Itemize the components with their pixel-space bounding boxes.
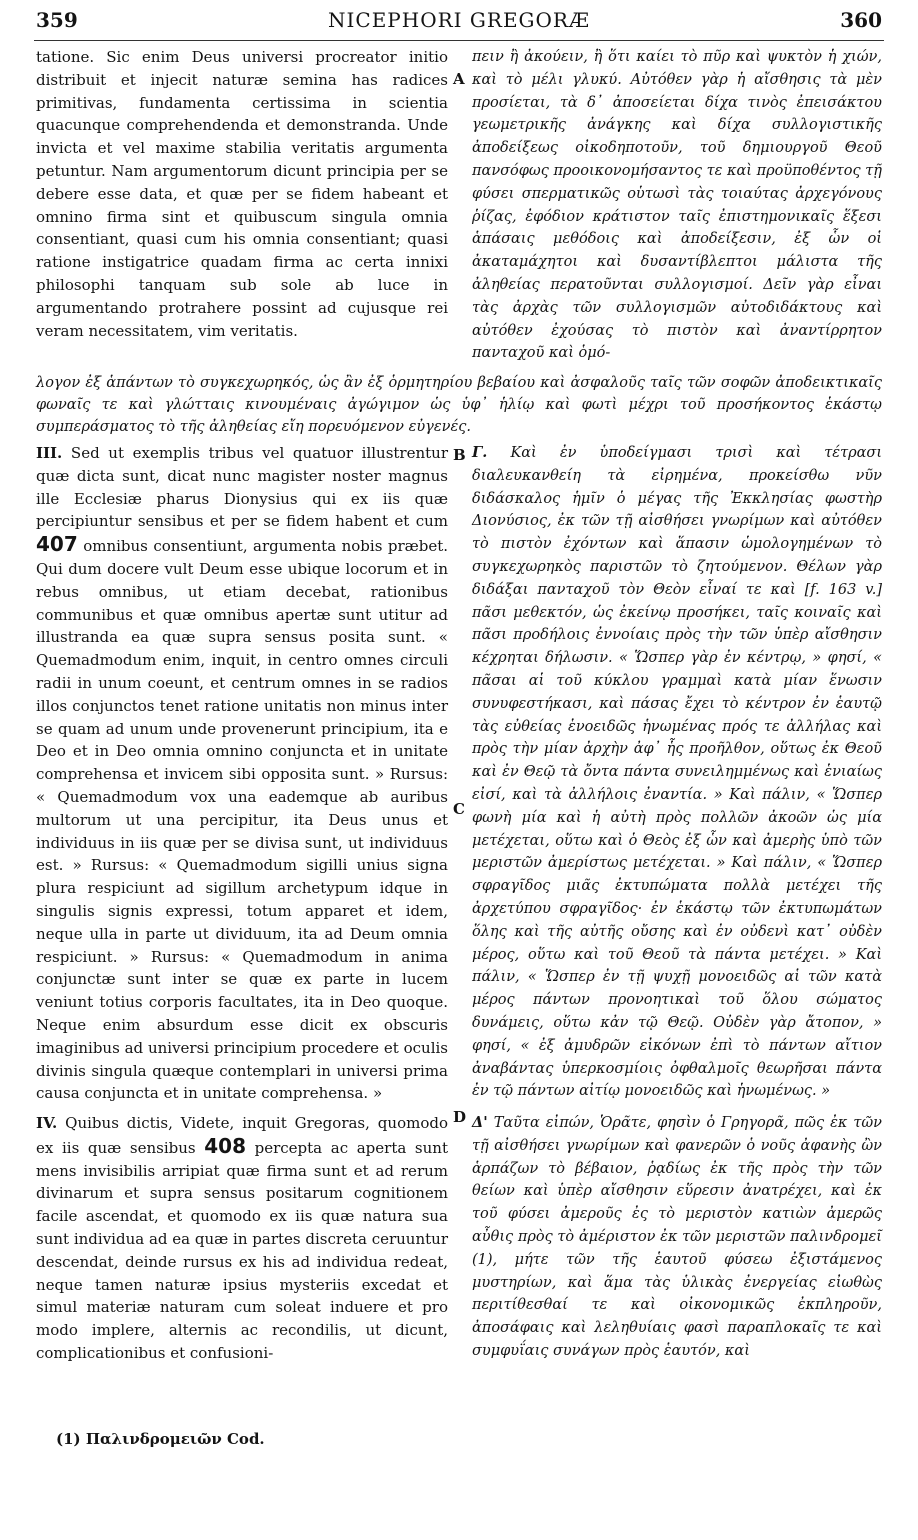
margin-letter-a: A (453, 70, 465, 88)
section-number: III. (36, 444, 63, 462)
greek-text: λογον ἐξ ἁπάντων τὸ συγκεχωρηκός, ὡς ἂν ἐξ ὁρμητηρίου βεβαίου καὶ ἀσφαλοῦς ταῖς τῶν σοφῶν ἀποδεικτικαῖς φωναῖς τε καὶ γλώτταις κινουμέναις ἀγώγιμον ὡς ὑφ᾽ ἡλίῳ καὶ φωτὶ μέχρι τοῦ προσήκοντος ἑκάστῳ συμπεράσματος τὸ τῆς ἀληθείας εἴη πορευόμενον εὐγενές. (36, 375, 882, 436)
page-number-left: 359 (36, 8, 78, 32)
latin-text-part: Quibus dictis, Videte, inquit Gregoras, quomodo ex iis quæ sensibus (36, 1114, 448, 1157)
latin-text-part: Sed ut exemplis tribus vel quatuor illustrentur quæ dicta sunt, dicat nunc magister noster magnus ille Ecclesiæ pharus Dionysius qui ex iis quæ percipiuntur sensibus et per se fidem habent et cum (36, 444, 448, 531)
greek-text (472, 442, 882, 1103)
column-number: 407 (36, 532, 78, 557)
greek-paragraph-2 (472, 442, 882, 1103)
section-number: IV. (36, 1114, 58, 1132)
latin-text (36, 442, 448, 1105)
footnote: (1) Παλινδρομειῶν Cod. (56, 1430, 265, 1448)
greek-paragraph-3 (472, 1112, 882, 1363)
latin-text (36, 1112, 448, 1365)
greek-full-width-paragraph (36, 372, 882, 439)
page-header (0, 6, 918, 46)
greek-text-part: Καὶ ἐν ὑποδείγμασι τρισὶ καὶ τέτρασι διαλευκανθείη τὰ εἰρημένα, προκείσθω νῦν διδάσκαλος ἡμῖν ὁ μέγας τῆς Ἐκκλησίας φωστὴρ Διονύσιος, ἐκ τῶν τῇ αἰσθήσει γνωρίμων καὶ αὐτόθεν τὸ πιστὸν ἐχόντων καὶ ἅπασιν ὡμολογημένων τὸ συγκεχωρηκὸς παριστῶν τὸ ζητούμενον. Θέλων γὰρ διδάξαι πανταχοῦ τὸν Θεὸν εἶναί τε καὶ [f. 163 v.] πᾶσι μεθεκτόν, ὡς ἐκείνῳ προσήκει, ταῖς κοιναῖς καὶ πᾶσι προδήλοις ἐννοίαις πρὸς τὴν τῶν ὑπὲρ αἴσθησιν κέχρηται δήλωσιν. « Ὥσπερ γὰρ ἐν κέντρῳ, » φησί, « πᾶσαι αἱ τοῦ κύκλου γραμμαὶ κατὰ μίαν ἕνωσιν συνυφεστήκασι, καὶ πάσας ἔχει τὸ κέντρον ἐν ἑαυτῷ τὰς εὐθείας ἑνοειδῶς ἡνωμένας πρός τε ἀλλήλας καὶ πρὸς τὴν μίαν ἀρχὴν ἀφ᾽ ἧς προῆλθον, οὕτως ἐκ Θεοῦ καὶ ἐν Θεῷ τὰ ὄντα πάντα συνειλημμένως καὶ ἑνιαίως εἰσί, καὶ τὰ ἀλλήλοις ἐναντία. » Καὶ πάλιν, « Ὥσπερ φωνὴ μία καὶ ἡ αὐτὴ πρὸς πολλῶν ἀκοῶν ὡς μία μετέχεται, οὕτω καὶ ὁ Θεὸς ἐξ ὧν καὶ ἀμερὴς ὑπὸ τῶν μεριστῶν ἀμερίστως μετέχεται. » Καὶ πάλιν, « Ὥσπερ σφραγῖδος μιᾶς ἐκτυπώματα πολλὰ μετέχει τῆς ἀρχετύπου σφραγῖδος· ἐν ἑκάστῳ τῶν ἐκτυπωμάτων ὅλης καὶ τῆς αὐτῆς οὔσης καὶ ἐν οὐδενὶ κατ᾽ οὐδὲν μέρος, οὕτω καὶ τοῦ Θεοῦ τὰ πάντα μετέχει. » Καὶ πάλιν, « Ὥσπερ ἐν τῇ ψυχῇ μονοειδῶς αἱ τῶν κατὰ μέρος πάντων προνοητικαὶ τοῦ ὅλου σώματος δυνάμεις, οὕτω κἀν τῷ Θεῷ. Οὐδὲν γὰρ ἄτοπον, » φησί, « ἐξ ἀμυδρῶν εἰκόνων ἐπὶ τὸ πάντων αἴτιον ἀναβάντας ὑπερκοσμίοις ὀφθαλμοῖς θεωρῆσαι πάντα ἐν τῷ πάντων αἰτίῳ μονοειδῶς καὶ ἡνωμένως. » (472, 445, 883, 1100)
greek-paragraph-1 (472, 46, 882, 365)
latin-text: tatione. Sic enim Deus universi procreator initio distribuit et injecit naturæ semina has radices primitivas, fundamenta certissima in scientia quacunque comprehendenda et demonstranda. Unde invicta et vel maxime stabilia veritatis argumenta petuntur. Nam argumentorum dicunt principia per se debere esse data, et quæ per se fidem habeant et omnino firma sint et quibuscum singula omnia consentiant, quasi cum his omnia consentiant; quasi ratione instigatrice quadam firma ac certa innixi philosophi tanquam sub sole ab luce in argumentando protrahere possint ad cujusque rei veram necessitatem, vim veritatis. (36, 48, 448, 340)
latin-paragraph-1 (36, 46, 448, 342)
greek-text: πειν ἢ ἀκούειν, ἢ ὅτι καίει τὸ πῦρ καὶ ψυκτὸν ἡ χιών, καὶ τὸ μέλι γλυκύ. Αὐτόθεν γὰρ ἡ αἴσθησις τὰ μὲν προσίεται, τὰ δ᾽ ἀποσείεται δίχα τινὸς ἐπεισάκτου γεωμετρικῆς ἀνάγκης καὶ δίχα συλλογιστικῆς ἀποδείξεως οἰκοδηποτοῦν, τοῦ δημιουργοῦ Θεοῦ πανσόφως προοικονομήσαντος τε καὶ προϋποθέντος τῇ φύσει σπερματικῶς οὑτωσὶ τὰς τοιαύτας ἀρχεγόνους ῥίζας, ἐφόδιον κράτιστον ταῖς ἐπιστημονικαῖς ἕξεσι ἁπάσαις μεθόδοις καὶ ἀποδείξεσιν, ἐξ ὧν οἱ ἀκαταμάχητοι καὶ δυσαντίβλεπτοι μάλιστα τῆς ἀληθείας περατοῦνται συλλογισμοί. Δεῖν γὰρ εἶναι τὰς ἀρχὰς τῶν συλλογισμῶν αὐτοδιδάκτους καὶ αὐτόθεν ἐχούσας τὸ πιστὸν καὶ ἀναντίρρητον πανταχοῦ καὶ ὁμό- (472, 49, 882, 362)
latin-paragraph-3 (36, 1112, 448, 1365)
greek-text (472, 1112, 882, 1363)
column-number: 408 (204, 1133, 246, 1158)
latin-text-part: percepta ac aperta sunt mens invisibilis arripiat quæ firma sunt et ad rerum divinarum et supra sensus positarum cognitionem facile ascendat, et quomodo ex iis quæ natura sua sunt individua ad ea quæ in partes discreta ceruuntur descendat, deinde rursus ex his ad individua redeat, neque tamen naturæ ipsius mysteriis excedat et simul materiæ naturam cum soleat induere et pro modo implere, alternis ac recondilis, ut dicunt, complicationibus et confusioni- (36, 1138, 448, 1362)
greek-text-part: Ταῦτα εἰπών, Ὁρᾶτε, φησὶν ὁ Γρηγορᾶ, πῶς ἐκ τῶν τῇ αἰσθήσει γνωρίμων καὶ φανερῶν ὁ νοῦς ἀφανὴς ὢν ἁρπάζων τὸ βέβαιον, ῥᾳδίως ἐκ τῆς πρὸς τὴν τῶν θείων καὶ ὑπὲρ αἴσθησιν εὕρεσιν ἀνατρέχει, καὶ ἐκ τοῦ φύσει ἀμεροῦς ἐς τὸ μεριστὸν κατιὼν ἀμερῶς αὖθις πρὸς τὸ ἀμέριστον ἐκ τῶν μεριστῶν παλινδρομεῖ (1), μήτε τῶν τῆς ἑαυτοῦ φύσεω ἐξιστάμενος μυστηρίων, καὶ ἅμα τὰς ὑλικὰς ἐνεργείας εἰωθὼς περιτίθεσθαί τε καὶ οἰκονομικῶς ἐκπληροῦν, ἀποσάφαις καὶ λεληθυίαις φασὶ παραπλοκαῖς τε καὶ συμφυΐαις συνάγων πρὸς ἑαυτόν, καὶ (472, 1115, 883, 1359)
margin-letter-b: B (453, 446, 466, 464)
latin-text-part: omnibus consentiunt, argumenta nobis præbet. Qui dum docere vult Deum esse ubique locorum et in rebus omnibus, ut etiam decebat, rationibus communibus et quæ omnibus apertæ sunt utitur ad illustranda ea quæ supra sensus posita sunt. « Quemadmodum enim, inquit, in centro omnes circuli radii in unum coeunt, et centrum omnes in se radios illos conjunctos tenet ratione unitatis non minus inter se quam ad unum unde provenerunt principium, ita e Deo et in Deo omnia omnino conjuncta et in unitate comprehensa et invicem sibi opposita sunt. » Rursus: « Quemadmodum vox una eademque ab auribus multorum ut una percipitur, ita Deus unus et individuus in iis quæ per se divisa sunt, ut individuus est. » Rursus: « Quemadmodum sigilli unius signa plura respiciunt ad sigillum archetypum idque in singulis signis expressi, totum apparet et idem, neque ulla in parte ut dividuum, ita ad Deum omnia respiciunt. » Rursus: « Quemadmodum in anima conjunctæ sunt inter se quæ ex parte in lucem veniunt totius corporis facultates, ita in Deo quoque. Neque enim absurdum esse dicit ex obscuris imaginibus ad universi principium procedere et oculis divinis singula quæque contemplari in universi prima causa conjuncta et in unitate comprehensa. » (36, 537, 448, 1103)
section-number: Γ. (472, 444, 488, 461)
page-number-right: 360 (840, 8, 882, 32)
section-number: Δ' (472, 1114, 488, 1131)
running-title: NICEPHORI GREGORÆ (328, 8, 590, 32)
margin-letter-c: C (453, 800, 465, 818)
header-rule (34, 40, 884, 41)
latin-paragraph-2 (36, 442, 448, 1105)
margin-letter-d: D (453, 1108, 467, 1126)
